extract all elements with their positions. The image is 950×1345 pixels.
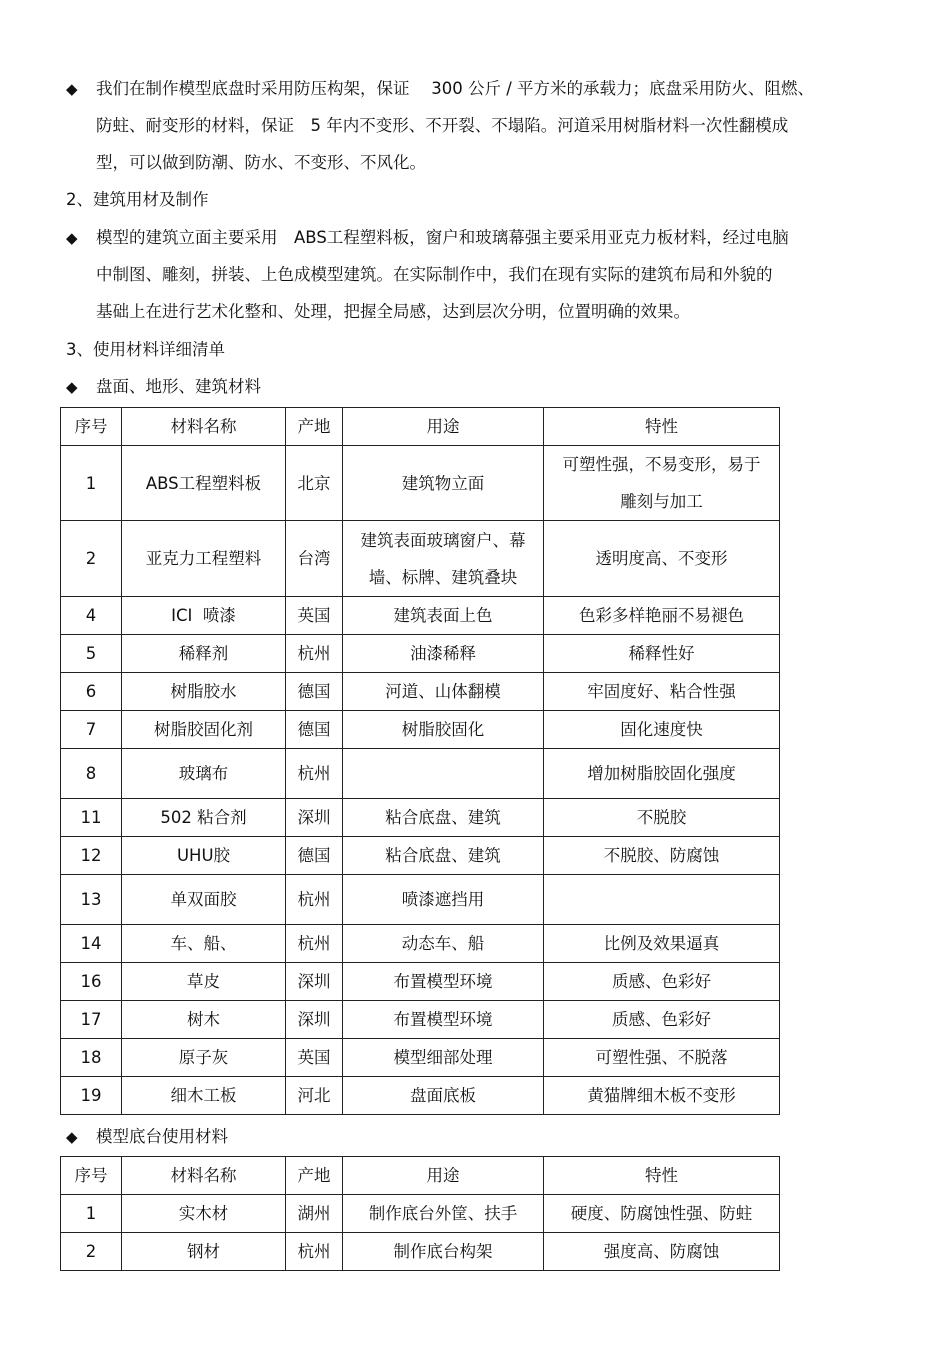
header-cell: 产地 [286, 408, 343, 446]
cell-no: 2 [61, 521, 122, 597]
bullet-icon: ◆ [66, 229, 78, 247]
cell-no: 8 [61, 749, 122, 799]
cell-no: 7 [61, 711, 122, 749]
cell-no: 18 [61, 1039, 122, 1077]
cell-use: 粘合底盘、建筑 [343, 799, 544, 837]
base-materials-table [60, 1156, 780, 1271]
table-row [61, 1039, 780, 1077]
cell-feature: 比例及效果逼真 [544, 925, 780, 963]
para1-text-1: 我们在制作模型底盘时采用防压构架，保证 300 公斤 / 平方米的承载力；底盘采用防火、阻燃、 [96, 79, 815, 98]
cell-no: 5 [61, 635, 122, 673]
header-cell: 材料名称 [122, 1157, 286, 1195]
table-row [61, 673, 780, 711]
table-row [61, 963, 780, 1001]
section1-title-text: 盘面、地形、建筑材料 [96, 377, 261, 396]
cell-use: 动态车、船 [343, 925, 544, 963]
cell-name: 稀释剂 [122, 635, 286, 673]
header-cell: 特性 [544, 408, 780, 446]
cell-origin: 德国 [286, 837, 343, 875]
para2-text-1: 模型的建筑立面主要采用 ABS工程塑料板，窗户和玻璃幕强主要采用亚克力板材料，经过电脑 [96, 228, 789, 247]
cell-origin: 深圳 [286, 963, 343, 1001]
cell-name: ABS工程塑料板 [122, 446, 286, 521]
cell-no: 13 [61, 875, 122, 925]
cell-use [343, 521, 544, 597]
cell-name: 原子灰 [122, 1039, 286, 1077]
cell-name: 树脂胶水 [122, 673, 286, 711]
cell-origin: 深圳 [286, 1001, 343, 1039]
cell-feature: 色彩多样艳丽不易褪色 [544, 597, 780, 635]
header-cell: 序号 [61, 408, 122, 446]
para2-text-2: 中制图、雕刻，拼装、上色成模型建筑。在实际制作中，我们在现有实际的建筑布局和外貌的 [96, 265, 773, 284]
bullet-icon: ◆ [66, 80, 78, 98]
cell-feature: 固化速度快 [544, 711, 780, 749]
cell-name: 细木工板 [122, 1077, 286, 1115]
cell-name: 实木材 [122, 1195, 286, 1233]
cell-origin: 杭州 [286, 749, 343, 799]
cell-feature: 可塑性强、不脱落 [544, 1039, 780, 1077]
cell-no: 2 [61, 1233, 122, 1271]
table-row [61, 925, 780, 963]
cell-use: 布置模型环境 [343, 1001, 544, 1039]
cell-name: 钢材 [122, 1233, 286, 1271]
table-row [61, 799, 780, 837]
cell-feature: 稀释性好 [544, 635, 780, 673]
cell-use: 模型细部处理 [343, 1039, 544, 1077]
cell-no: 17 [61, 1001, 122, 1039]
table-row [61, 749, 780, 799]
cell-origin: 英国 [286, 1039, 343, 1077]
table-row [61, 875, 780, 925]
header-cell: 材料名称 [122, 408, 286, 446]
table-row [61, 521, 780, 597]
cell-origin: 北京 [286, 446, 343, 521]
cell-origin: 英国 [286, 597, 343, 635]
cell-origin: 台湾 [286, 521, 343, 597]
para1-text-2: 防蛀、耐变形的材料，保证 5 年内不变形、不开裂、不塌陷。河道采用树脂材料一次性翻模成 [96, 116, 789, 135]
bullet-icon: ◆ [66, 378, 78, 396]
cell-origin: 河北 [286, 1077, 343, 1115]
cell-name: 单双面胶 [122, 875, 286, 925]
table-row [61, 837, 780, 875]
heading-2-text: 2、建筑用材及制作 [66, 190, 209, 209]
header-cell: 用途 [343, 408, 544, 446]
table-row [61, 1195, 780, 1233]
cell-use: 树脂胶固化 [343, 711, 544, 749]
cell-name: 车、船、 [122, 925, 286, 963]
materials-table [60, 407, 780, 1115]
cell-origin: 杭州 [286, 1233, 343, 1271]
table-row [61, 597, 780, 635]
cell-origin: 杭州 [286, 875, 343, 925]
cell-feature [544, 875, 780, 925]
cell-name: 玻璃布 [122, 749, 286, 799]
cell-origin: 杭州 [286, 925, 343, 963]
cell-origin: 德国 [286, 673, 343, 711]
table-row [61, 1233, 780, 1271]
table-row [61, 711, 780, 749]
cell-origin: 深圳 [286, 799, 343, 837]
cell-no: 6 [61, 673, 122, 711]
table-row [61, 635, 780, 673]
cell-no: 1 [61, 1195, 122, 1233]
cell-use: 喷漆遮挡用 [343, 875, 544, 925]
cell-feature-line2: 雕刻与加工 [620, 492, 703, 511]
cell-feature: 透明度高、不变形 [544, 521, 780, 597]
cell-origin: 德国 [286, 711, 343, 749]
cell-feature-line1: 可塑性强，不易变形，易于 [562, 455, 761, 474]
cell-feature: 质感、色彩好 [544, 963, 780, 1001]
para2-text-3: 基础上在进行艺术化整和、处理，把握全局感，达到层次分明，位置明确的效果。 [96, 302, 690, 321]
cell-name: 502 粘合剂 [122, 799, 286, 837]
cell-no: 12 [61, 837, 122, 875]
cell-no: 19 [61, 1077, 122, 1115]
bullet-icon: ◆ [66, 1128, 78, 1146]
cell-feature: 牢固度好、粘合性强 [544, 673, 780, 711]
cell-feature: 不脱胶 [544, 799, 780, 837]
header-cell: 序号 [61, 1157, 122, 1195]
cell-use-line2: 墙、标牌、建筑叠块 [368, 567, 518, 587]
cell-feature [544, 446, 780, 521]
cell-name: UHU胶 [122, 837, 286, 875]
cell-no: 1 [61, 446, 122, 521]
cell-feature: 增加树脂胶固化强度 [544, 749, 780, 799]
cell-use: 盘面底板 [343, 1077, 544, 1115]
cell-use: 制作底台外筐、扶手 [343, 1195, 544, 1233]
heading-3-text: 3、使用材料详细清单 [66, 340, 225, 359]
header-cell: 特性 [544, 1157, 780, 1195]
cell-use: 布置模型环境 [343, 963, 544, 1001]
cell-use: 建筑物立面 [343, 446, 544, 521]
cell-name: ICI 喷漆 [122, 597, 286, 635]
cell-feature: 质感、色彩好 [544, 1001, 780, 1039]
cell-origin: 杭州 [286, 635, 343, 673]
cell-use: 油漆稀释 [343, 635, 544, 673]
section2-title-text: 模型底台使用材料 [96, 1127, 228, 1146]
cell-use [343, 749, 544, 799]
cell-no: 11 [61, 799, 122, 837]
cell-use: 制作底台构架 [343, 1233, 544, 1271]
cell-use: 粘合底盘、建筑 [343, 837, 544, 875]
para1-text-3: 型，可以做到防潮、防水、不变形、不风化。 [96, 153, 426, 172]
header-cell: 产地 [286, 1157, 343, 1195]
cell-feature: 黄猫牌细木板不变形 [544, 1077, 780, 1115]
table-row [61, 1077, 780, 1115]
cell-use: 建筑表面上色 [343, 597, 544, 635]
cell-use: 河道、山体翻模 [343, 673, 544, 711]
cell-name: 树脂胶固化剂 [122, 711, 286, 749]
cell-name: 树木 [122, 1001, 286, 1039]
table-header-row [61, 1157, 780, 1195]
cell-no: 16 [61, 963, 122, 1001]
table-header-row [61, 408, 780, 446]
cell-no: 4 [61, 597, 122, 635]
cell-name: 亚克力工程塑料 [122, 521, 286, 597]
table-row [61, 446, 780, 521]
cell-no: 14 [61, 925, 122, 963]
cell-feature: 强度高、防腐蚀 [544, 1233, 780, 1271]
cell-feature: 硬度、防腐蚀性强、防蛀 [544, 1195, 780, 1233]
header-cell: 用途 [343, 1157, 544, 1195]
cell-name: 草皮 [122, 963, 286, 1001]
cell-use-line1: 建筑表面玻璃窗户、幕 [360, 530, 526, 550]
cell-origin: 湖州 [286, 1195, 343, 1233]
cell-feature: 不脱胶、防腐蚀 [544, 837, 780, 875]
table-row [61, 1001, 780, 1039]
